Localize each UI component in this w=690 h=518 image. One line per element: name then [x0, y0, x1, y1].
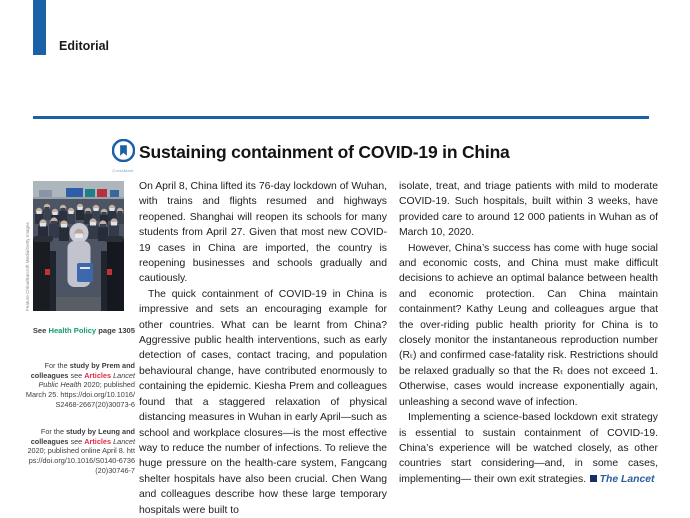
article-title: Sustaining containment of COVID-19 in China	[139, 142, 510, 162]
caption-post: page 1305	[96, 326, 135, 335]
journal-name: Lancet Public Health	[38, 370, 135, 390]
crossmark-icon	[112, 149, 135, 166]
end-square-icon	[590, 475, 597, 482]
see-health-policy-note	[25, 326, 135, 335]
journal-name: Lancet	[113, 436, 135, 446]
doi-link[interactable]: https://doi.org/10.1016/S0140-6736(20)30746-7	[28, 446, 135, 475]
section-label: Editorial	[59, 39, 110, 53]
caption-pre: See	[32, 326, 49, 335]
article-photo	[33, 181, 124, 311]
paragraph: On April 8, China lifted its 76-day lockdown of Wuhan, with trains and flights resumed and highways reopened. Shanghai will reopen its schools for many students from April 27. Given that most new COVID-19 cases in China are imported, the country is reopening businesses and schools gradually and cautiously.	[139, 181, 387, 285]
note-text: see	[68, 370, 85, 380]
crowd-at-station-gates-illustration	[33, 181, 124, 311]
paragraph-text: Implementing a science-based lockdown exit strategy is essential to sustain containment of COVID-19. China’s experience will be watched closely, as other countries start considering—and, in some cases, implementing— their own exit strategies.	[399, 412, 658, 485]
note-text: For the	[44, 361, 70, 370]
header-rule	[33, 116, 649, 119]
note-text: 2020; published online April 8.	[27, 446, 127, 456]
health-policy-link[interactable]: Health Policy	[48, 326, 97, 335]
articles-link[interactable]: Articles	[84, 436, 112, 446]
note-text: For the	[40, 427, 67, 436]
crossmark-label: CrossMark	[112, 168, 134, 173]
reference-note-prem	[25, 361, 135, 410]
article-column-2	[399, 179, 658, 487]
paragraph: The quick containment of COVID-19 in China is impressive and sets an encouraging example for other countries. What can be learnt from China? Aggressive public health interventions, such as early detection of cases, contact tracing, and population behavioural change, have contributed enormously to containing the epidemic. Kiesha Prem and colleagues found that a staggered relaxation of physical distancing measures in Wuhan in early April—such as school and workplace closures—is the most effective way to reduce the number of infections. To relieve the huge pressure on the health-care system, Fangcang shelter hospitals have also been crucial. Chen Wang and colleagues describe how these large temporary hospitals were built to	[139, 288, 387, 516]
article-column-1	[139, 179, 387, 518]
lancet-signature: The Lancet	[599, 473, 655, 485]
doi-link[interactable]: https://doi.org/10.1016/S2468-2667(20)30073-6	[55, 390, 135, 409]
reference-note-leung	[25, 427, 135, 476]
articles-link[interactable]: Articles	[84, 370, 112, 380]
section-color-bar	[33, 0, 46, 55]
paragraph: However, China’s success has come with huge social and economic costs, and China must make difficult decisions to achieve an optimal balance between health and economic protection. Can China maintain containment? Kathy Leung and colleagues argue that the over-riding public health priority for China is to closely monitor the instantaneous reproduction number (Rₜ) and confirmed case-fatality risk. Restrictions should be relaxed gradually so that the Rₜ does not exceed 1. Otherwise, cases would increase exponentially again, unleashing a second wave of infection.	[399, 242, 658, 408]
note-text: 2020; published March 25.	[25, 380, 135, 400]
paragraph: isolate, treat, and triage patients with mild to moderate COVID-19. Such hospitals, built within 3 weeks, have provided care to around 12 000 patients in Wuhan as of March 10, 2020.	[399, 181, 658, 239]
note-study-bold: study by Leung and colleagues	[30, 427, 135, 446]
closing-paragraph	[399, 410, 658, 487]
note-study-bold: study by Prem and colleagues	[30, 361, 135, 380]
photo-credit: Feature China/Barcroft Media/Getty Images	[25, 222, 30, 311]
note-text: see	[68, 436, 85, 446]
crossmark-button[interactable]	[110, 139, 136, 173]
